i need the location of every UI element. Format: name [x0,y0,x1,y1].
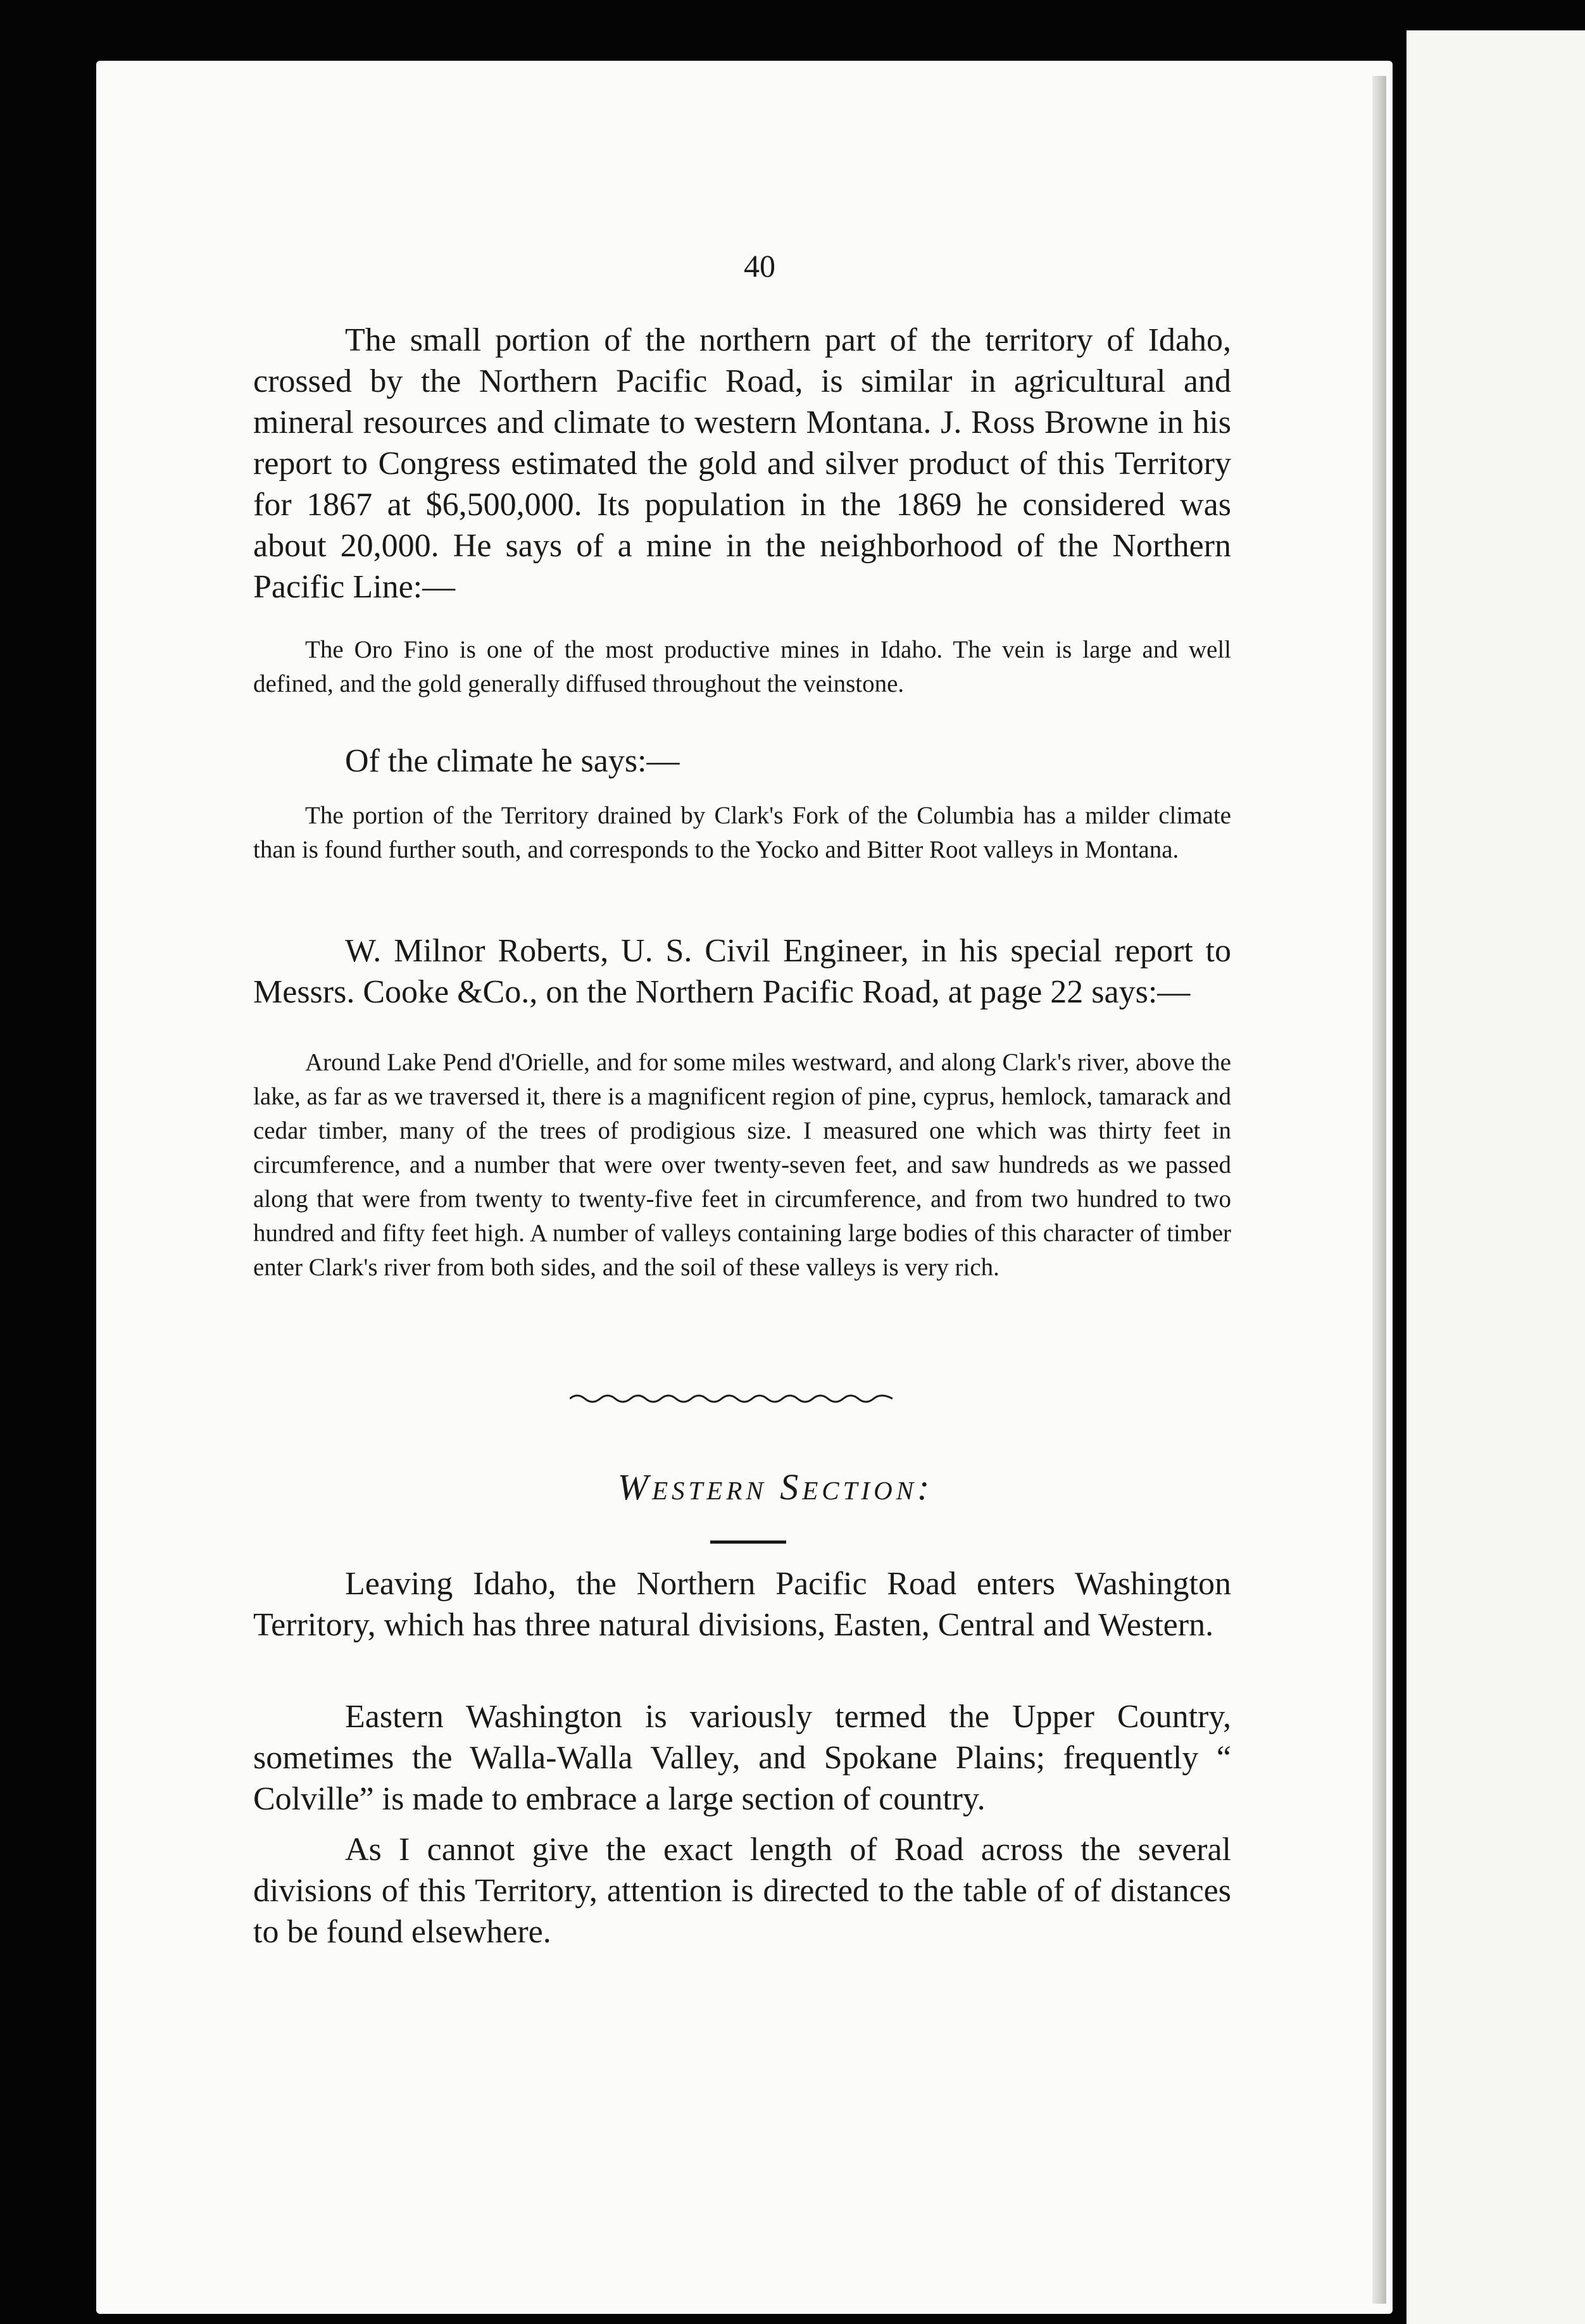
page-gutter-shadow [1372,76,1386,2304]
quote-lake-pend-orielle: Around Lake Pend d'Orielle, and for some miles westward, and along Clark's river, above the lake, as far as we traversed it, there is a magnificent region of pine, cyprus, hemlock, tamarack and cedar timber, many of the trees of prodigious size. I measured one which was thirty feet in circumference, and a number that were over twenty-seven feet, and saw hundreds as we passed along that were from twenty to twenty-five feet in circumference, and from two hundred to two hundred and fifty feet high. A number of valleys containing large bodies of this character of timber enter Clark's river from both sides, and the soil of these valleys is very rich. [253,1049,1231,1281]
facing-page-edge [1406,30,1585,2324]
section-heading-western: Western Section: [617,1466,934,1508]
wavy-ornament-divider [570,1391,893,1406]
heading-rule [710,1540,786,1544]
paragraph-distances: As I cannot give the exact length of Road across the several divisions of this Territory, attention is directed to the table of of distances to be found elsewhere. [253,1832,1231,1950]
quote-climate: The portion of the Territory drained by Clark's Fork of the Columbia has a milder climate than is found further south, and corresponds to the Yocko and Bitter Root valleys in Montana. [253,802,1231,863]
paragraph-idaho-intro: The small portion of the northern part of the territory of Idaho, crossed by the Northern Pacific Road, is similar in agricultural and mineral resources and climate to western Montana. J. Ross Browne in his report to Congress estimated the gold and silver product of this Territory for 1867 at $6,500,000. Its population in the 1869 he considered was about 20,000. He says of a mine in the neighborhood of the Northern Pacific Line:— [253,322,1231,605]
paragraph-eastern-washington: Eastern Washington is variously termed the Upper Country, sometimes the Walla-Walla Valley, and Spokane Plains; frequently “ Colville” is made to embrace a large section of country. [253,1699,1231,1817]
page-number: 40 [744,248,775,284]
quote-oro-fino: The Oro Fino is one of the most productive mines in Idaho. The vein is large and well defined, and the gold generally diffused throughout the veinstone. [253,636,1231,697]
paragraph-climate-intro: Of the climate he says:— [345,743,680,779]
paragraph-roberts-intro: W. Milnor Roberts, U. S. Civil Engineer, in his special report to Messrs. Cooke &Co., on the Northern Pacific Road, at page 22 says:— [253,933,1231,1010]
paragraph-washington-divisions: Leaving Idaho, the Northern Pacific Road enters Washington Territory, which has three natural divisions, Easten, Central and Western. [253,1566,1231,1643]
